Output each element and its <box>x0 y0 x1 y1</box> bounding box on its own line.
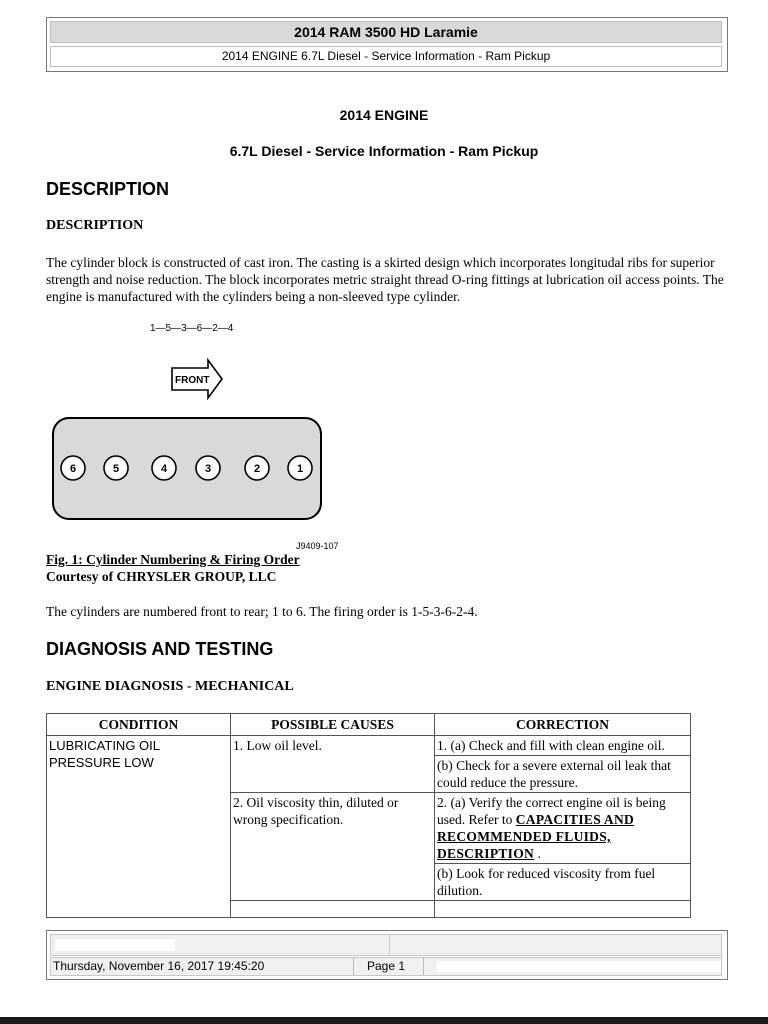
footer-bottom-bar <box>50 957 722 976</box>
cause-cell-1: 1. Low oil level. <box>231 736 435 793</box>
cylinder-number: 6 <box>69 463 77 475</box>
condition-text: LUBRICATING OIL PRESSURE LOW <box>49 738 160 770</box>
cylinder-6 <box>61 456 85 480</box>
table-header-row <box>47 714 691 736</box>
engine-block-outline <box>53 418 321 519</box>
cylinder-3 <box>196 456 220 480</box>
firing-order-paragraph: The cylinders are numbered front to rear; 1 to 6. The firing order is 1-5-3-6-2-4. <box>46 604 478 619</box>
figure-caption-link[interactable]: Fig. 1: Cylinder Numbering & Firing Order <box>46 552 300 567</box>
vehicle-title: 2014 RAM 3500 HD Laramie <box>50 21 722 43</box>
footer-divider <box>423 958 424 975</box>
header-correction: CORRECTION <box>435 714 691 736</box>
header-condition: CONDITION <box>47 714 231 736</box>
section-heading-diagnosis: DIAGNOSIS AND TESTING <box>46 639 274 659</box>
figure-caption <box>46 551 300 568</box>
document-header <box>46 17 728 72</box>
cylinder-2 <box>245 456 269 480</box>
figure-code: J9409-107 <box>296 541 339 551</box>
cause-cell-empty <box>231 901 435 918</box>
cylinder-1 <box>288 456 312 480</box>
front-arrow-icon <box>172 360 222 398</box>
cylinder-5 <box>104 456 128 480</box>
section-heading-description: DESCRIPTION <box>46 179 170 199</box>
correction-cell-1b: (b) Check for a severe external oil leak that could reduce the pressure. <box>435 756 691 793</box>
correction-cell-empty <box>435 901 691 918</box>
table-row <box>47 736 691 756</box>
figure-courtesy: Courtesy of CHRYSLER GROUP, LLC <box>46 569 277 584</box>
capacities-link[interactable]: CAPACITIES AND RECOMMENDED FLUIDS, DESCRIPTION <box>437 812 635 861</box>
cylinder-number: 1 <box>296 463 304 475</box>
footer-blank-field <box>55 939 175 951</box>
service-subtitle: 2014 ENGINE 6.7L Diesel - Service Information - Ram Pickup <box>50 46 722 67</box>
document-footer <box>46 930 728 980</box>
cause-cell-2: 2. Oil viscosity thin, diluted or wrong specification. <box>231 793 435 901</box>
doc-title: 2014 ENGINE <box>339 107 429 123</box>
correction-cell-1a: 1. (a) Check and fill with clean engine oil. <box>435 736 691 756</box>
cylinder-numbering-figure <box>46 316 366 556</box>
footer-blank-field <box>437 961 721 972</box>
doc-subtitle: 6.7L Diesel - Service Information - Ram Pickup <box>229 143 539 159</box>
footer-divider <box>353 958 354 975</box>
cylinder-number: 4 <box>160 463 168 475</box>
front-label: FRONT <box>175 375 210 386</box>
subheading-description: DESCRIPTION <box>46 218 144 233</box>
correction-2a-text: 2. (a) Verify the correct engine oil is being used. Refer to <box>437 795 666 827</box>
footer-divider <box>389 935 390 955</box>
print-timestamp: Thursday, November 16, 2017 19:45:20 <box>53 959 265 973</box>
cylinder-number: 3 <box>204 463 212 475</box>
correction-cell-2a <box>435 793 691 864</box>
cylinder-number: 5 <box>112 463 120 475</box>
correction-2a-suffix: . <box>534 846 541 861</box>
page-number: Page 1 <box>367 959 406 973</box>
cylinder-number: 2 <box>253 463 261 475</box>
firing-order-label: 1—5—3—6—2—4 <box>150 323 234 334</box>
condition-cell <box>47 736 231 918</box>
cylinder-4 <box>152 456 176 480</box>
correction-cell-2b: (b) Look for reduced viscosity from fuel dilution. <box>435 864 691 901</box>
bottom-edge-bar <box>0 1017 768 1024</box>
diagnosis-table <box>46 713 691 918</box>
footer-top-bar <box>50 934 722 956</box>
subheading-engine-diagnosis: ENGINE DIAGNOSIS - MECHANICAL <box>46 679 294 694</box>
header-possible-causes: POSSIBLE CAUSES <box>231 714 435 736</box>
description-paragraph: The cylinder block is constructed of cast iron. The casting is a skirted design which incorporates longitudal ribs for superior strength and noise reduction. The block incorporates metric straight thread O-ring fittings at lubrication oil access points. The engine is manufactured with the cylinders being a non-sleeved type cylinder. <box>46 255 724 304</box>
